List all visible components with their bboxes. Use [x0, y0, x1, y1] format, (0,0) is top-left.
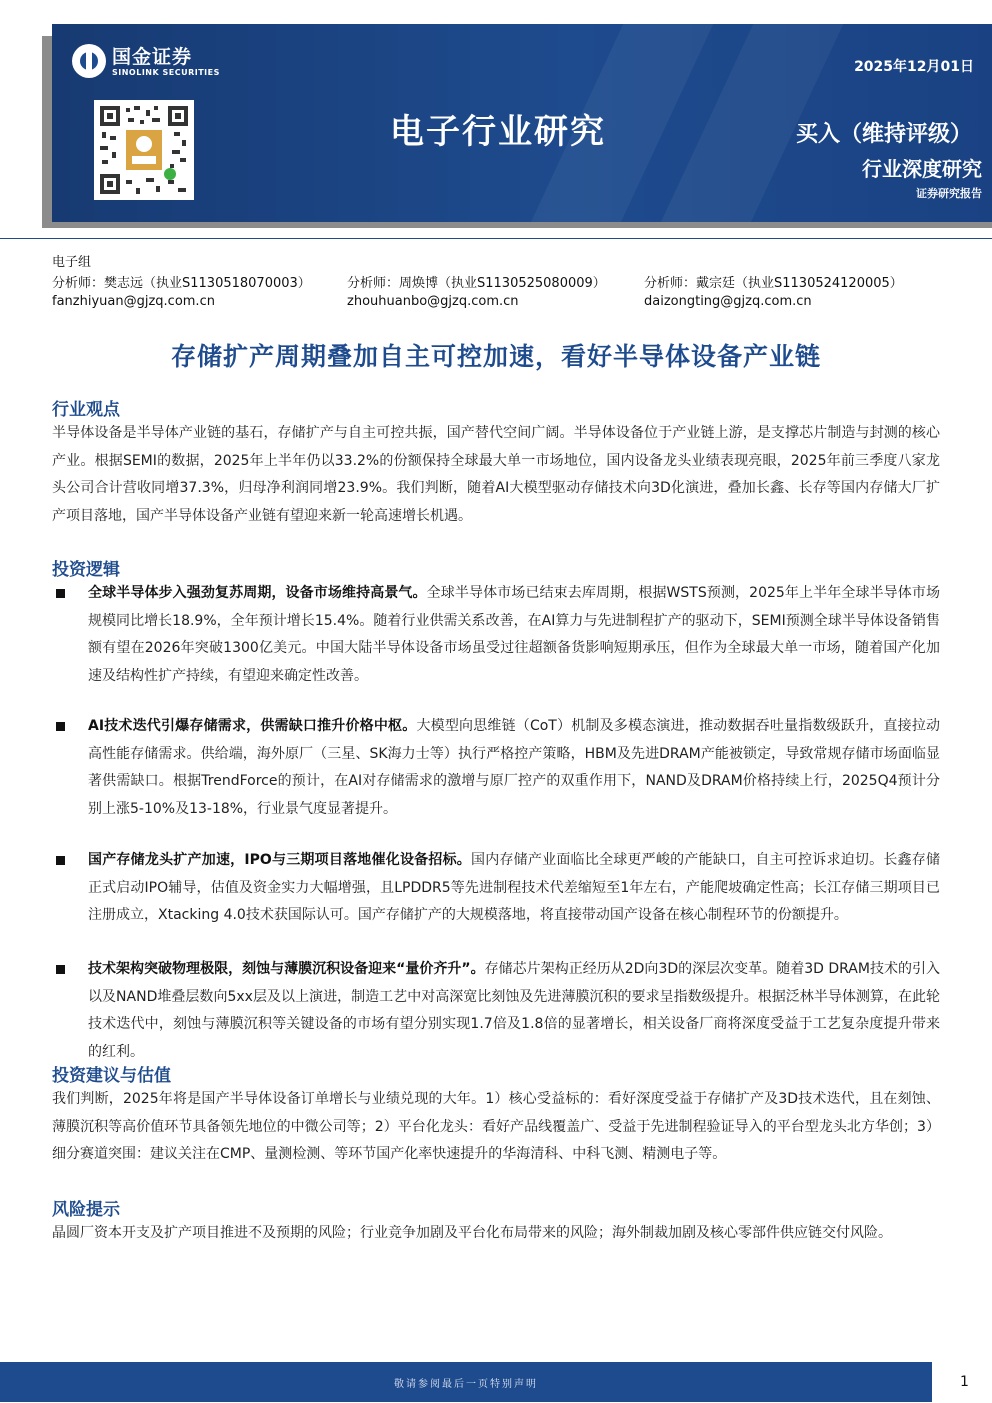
- analyst-email-link[interactable]: daizongting@gjzq.com.cn: [644, 294, 812, 309]
- report-type-label: 行业深度研究: [862, 157, 982, 181]
- bullet-square-icon: [56, 722, 65, 731]
- bullet-lead: 技术架构突破物理极限，刻蚀与薄膜沉积设备迎来“量价齐升”。: [88, 961, 485, 977]
- bullet-lead: AI技术迭代引爆存储需求，供需缺口推升价格中枢。: [88, 718, 417, 734]
- bullet-text: 全球半导体市场已结束去库周期，根据WSTS预测，2025年上半年全球半导体市场规模同比增长18.9%，全年预计增长15.4%。随着行业供需关系改善，在AI算力与先进制程扩产的驱动下，SEMI预测全球半导体设备销售额有望在2026年突破1300亿美元。中国大陆半导体设备市场虽受过往超额备货影响短期承压，但作为全球最大单一市场，随着国产化加速及结构性扩产持续，有望迎来确定性改善。: [88, 585, 941, 684]
- analyst-line: 分析师：樊志远（执业S1130518070003）: [52, 276, 311, 291]
- heading-investment-logic: 投资逻辑: [52, 560, 120, 580]
- company-logo: [72, 42, 242, 82]
- report-category-label: 证券研究报告: [916, 187, 982, 200]
- bullet-square-icon: [56, 589, 65, 598]
- section-title: 电子行业研究: [390, 112, 606, 152]
- heading-risk: 风险提示: [52, 1200, 120, 1220]
- bullet-body: [88, 580, 940, 690]
- analyst-line: 分析师：戴宗廷（执业S1130524120005）: [644, 276, 903, 291]
- logo-mark-icon: [72, 44, 106, 78]
- bullet-lead: 国产存储龙头扩产加速，IPO与三期项目落地催化设备招标。: [88, 852, 472, 868]
- analyst-email-link[interactable]: zhouhuanbo@gjzq.com.cn: [347, 294, 519, 309]
- bullet-lead: 全球半导体步入强劲复苏周期，设备市场维持高景气。: [88, 585, 427, 601]
- bullet-body: [88, 956, 940, 1066]
- bullet-body: [88, 713, 940, 823]
- bullet-square-icon: [56, 856, 65, 865]
- risk-text: 晶圆厂资本开支及扩产项目推进不及预期的风险；行业竞争加剧及平台化布局带来的风险；海外制裁加剧及核心零部件供应链交付风险。: [52, 1225, 892, 1241]
- footer-notice: 敬请参阅最后一页特别声明: [394, 1379, 538, 1390]
- analyst-email-link[interactable]: fanzhiyuan@gjzq.com.cn: [52, 294, 215, 309]
- page-number: 1: [960, 1374, 969, 1390]
- industry-view-text: 半导体设备是半导体产业链的基石，存储扩产与自主可控共振，国产替代空间广阔。半导体设备位于产业链上游，是支撑芯片制造与封测的核心产业。根据SEMI的数据，2025年上半年仍以33.2%的份额保持全球最大单一市场地位，国内设备龙头业绩表现亮眼，2025年前三季度八家龙头公司合计营收同增37.3%，归母净利润同增23.9%。我们判断，随着AI大模型驱动存储技术向3D化演进，叠加长鑫、长存等国内存储大厂扩产项目落地，国产半导体设备产业链有望迎来新一轮高速增长机遇。: [52, 425, 940, 524]
- heading-industry-view: 行业观点: [52, 400, 120, 420]
- investment-advice-text: 我们判断，2025年将是国产半导体设备订单增长与业绩兑现的大年。1）核心受益标的：看好深度受益于存储扩产及3D技术迭代，且在刻蚀、薄膜沉积等高价值环节具备领先地位的中微公司等；2）平台化龙头：看好产品线覆盖广、受益于先进制程验证导入的平台型龙头北方华创；3）细分赛道突围：建议关注在CMP、量测检测、等环节国产化率快速提升的华海清科、中科飞测、精测电子等。: [52, 1091, 940, 1162]
- header-divider: [0, 238, 992, 239]
- bullet-body: [88, 847, 940, 930]
- bullet-text: 存储芯片架构正经历从2D向3D的深层次变革。随着3D DRAM技术的引入以及NAND堆叠层数向5xx层及以上演进，制造工艺中对高深宽比刻蚀及先进薄膜沉积的要求呈指数级提升。根据泛林半导体测算，在此轮技术迭代中，刻蚀与薄膜沉积等关键设备的市场有望分别实现1.7倍及1.8倍的显著增长，相关设备厂商将深度受益于工艺复杂度提升带来的红利。: [88, 961, 941, 1060]
- bullet-square-icon: [56, 965, 65, 974]
- report-date: 2025年12月01日: [854, 59, 974, 75]
- analyst-line: 分析师：周焕博（执业S1130525080009）: [347, 276, 606, 291]
- logo-en-text: SINOLINK SECURITIES: [112, 68, 220, 77]
- bullet-text: 国内存储产业面临比全球更严峻的产能缺口，自主可控诉求迫切。长鑫存储正式启动IPO辅导，估值及资金实力大幅增强，且LPDDR5等先进制程技术代差缩短至1年左右，产能爬坡确定性高；长江存储三期项目已注册成立，Xtacking 4.0技术获国际认可。国产存储扩产的大规模落地，将直接带动国产设备在核心制程环节的份额提升。: [88, 852, 940, 923]
- report-title: 存储扩产周期叠加自主可控加速，看好半导体设备产业链: [170, 342, 821, 371]
- qr-code-icon: [94, 100, 194, 200]
- analyst-group: 电子组: [52, 255, 92, 270]
- header-banner: [52, 24, 992, 222]
- rating-label: 买入（维持评级）: [795, 122, 972, 147]
- heading-investment-advice: 投资建议与估值: [52, 1066, 171, 1086]
- bullet-text: 大模型向思维链（CoT）机制及多模态演进，推动数据吞吐量指数级跃升，直接拉动高性能存储需求。供给端，海外原厂（三星、SK海力士等）执行严格控产策略，HBM及先进DRAM产能被锁定，导致常规存储市场面临显著供需缺口。根据TrendForce的预计，在AI对存储需求的激增与原厂控产的双重作用下，NAND及DRAM价格持续上行，2025Q4预计分别上涨5-10%及13-18%，行业景气度显著提升。: [88, 718, 941, 817]
- logo-cn-text: 国金证券: [112, 46, 193, 68]
